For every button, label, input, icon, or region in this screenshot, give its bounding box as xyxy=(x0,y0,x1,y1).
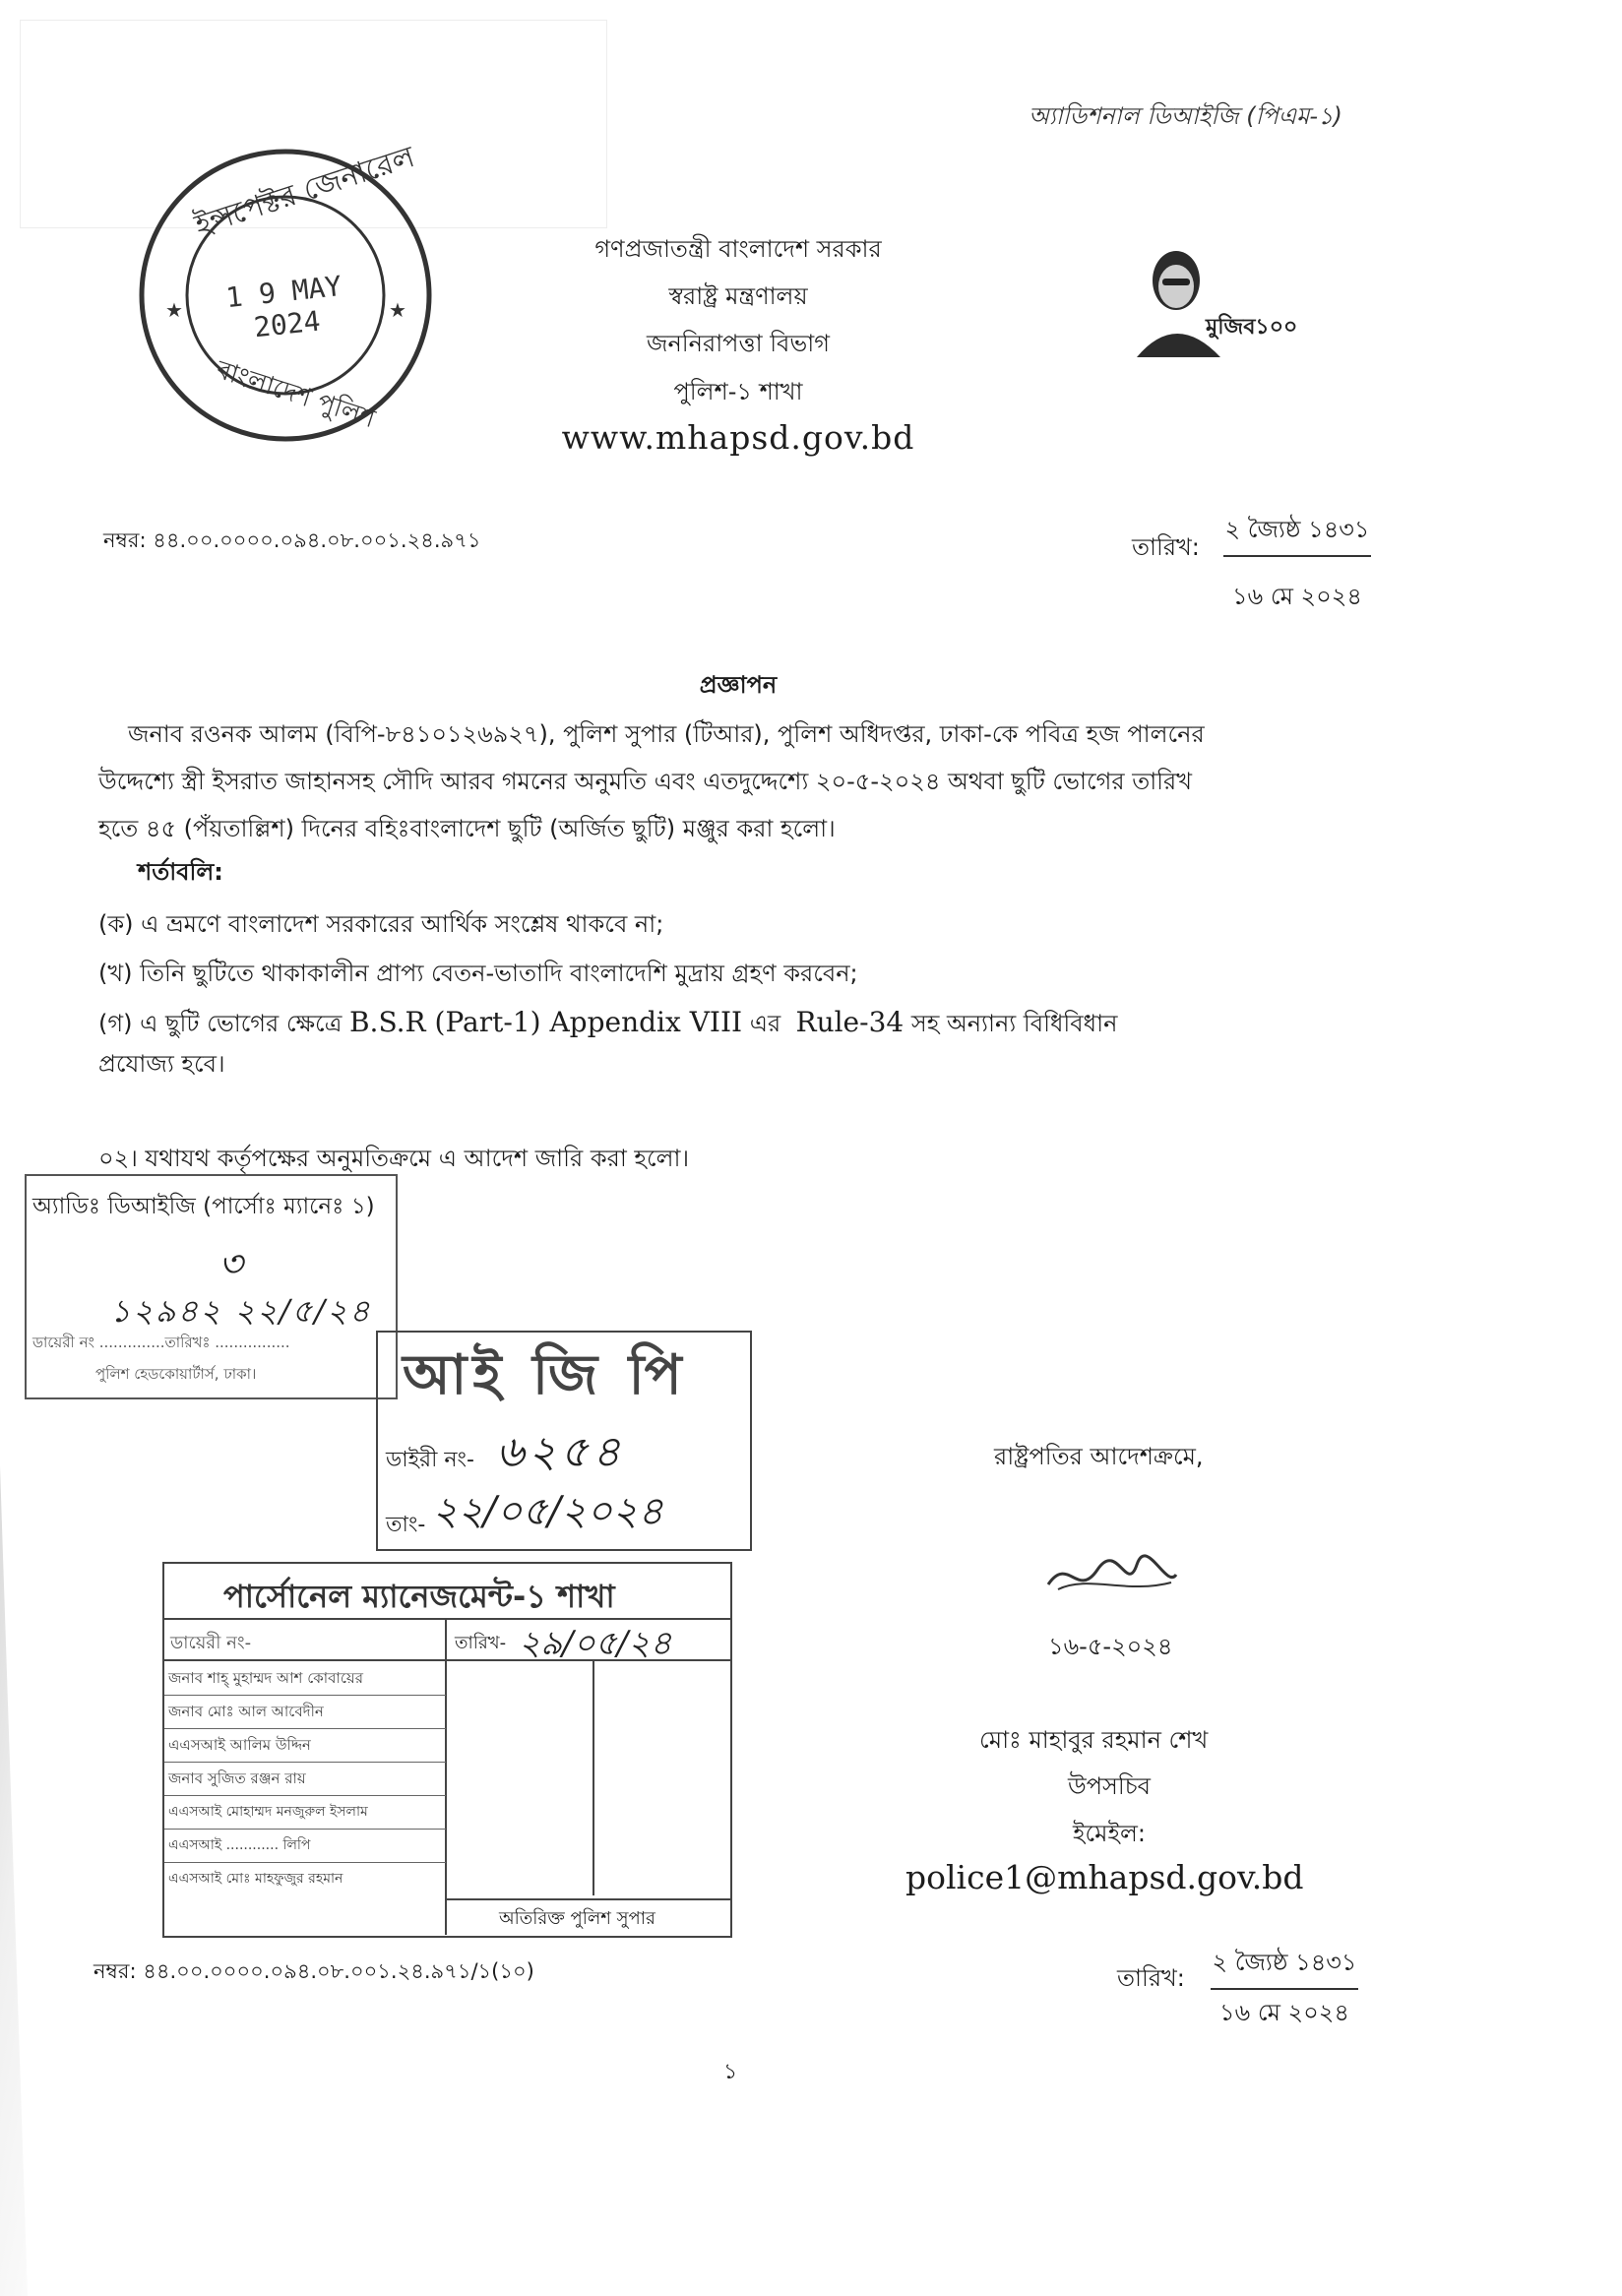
signatory-name: মোঃ মাহাবুর রহমান শেখ xyxy=(979,1726,1209,1754)
stamp3-footer: অতিরিক্ত পুলিশ সুপার xyxy=(499,1908,655,1929)
stamp1-diary: ডায়েরী নং ..............তারিখঃ ................ xyxy=(32,1334,290,1351)
footer-date-bangla: ২ জ্যৈষ্ঠ ১৪৩১ xyxy=(1211,1945,1358,1990)
footer-ref-row xyxy=(94,1955,534,1990)
ref-number-label: নম্বর: xyxy=(103,528,147,552)
seal-date: 1 9 MAY 2024 xyxy=(223,270,343,344)
signatory-designation: উপসচিব xyxy=(1068,1772,1152,1800)
stamp3-row: জনাব শাহ্ মুহাম্মদ আশ কোবায়ের xyxy=(164,1662,446,1696)
stamp-addl-dig xyxy=(25,1174,398,1399)
stamp3-row: জনাব মোঃ আল আবেদীন xyxy=(164,1696,446,1729)
stamp3-row: জনাব সুজিত রঞ্জন রায় xyxy=(164,1763,446,1796)
email: police1@mhapsd.gov.bd xyxy=(905,1858,1304,1896)
stamp2-date-label: তাং- xyxy=(386,1513,426,1537)
scan-shadow xyxy=(0,1466,69,2296)
stamp1-title: অ্যাডিঃ ডিআইজি (পার্সোঃ ম্যানেঃ ১) xyxy=(32,1194,375,1219)
date-label: তারিখ: xyxy=(1132,533,1200,561)
seal-top-text: ইন্সপেক্টর জেনারেল xyxy=(190,140,419,244)
stamp3-diary-label: ডায়েরী নং- xyxy=(170,1633,252,1653)
stamp3-row: এএসআই আলিম উদ্দিন xyxy=(164,1729,446,1763)
top-right-note: অ্যাডিশনাল ডিআইজি (পিএম-১) xyxy=(1029,102,1342,130)
email-label: ইমেইল: xyxy=(1073,1820,1146,1847)
condition-g-prefix: (গ) এ ছুটি ভোগের ক্ষেত্রে xyxy=(98,1010,343,1037)
ref-number: ৪৪.০০.০০০০.০৯৪.০৮.০০১.২৪.৯৭১ xyxy=(153,528,481,552)
conditions-title: শর্তাবলি: xyxy=(138,858,223,886)
branch-name: পুলিশ-১ শাখা xyxy=(673,378,803,405)
stamp3-date-value: ২৯/০৫/২৪ xyxy=(519,1624,672,1663)
division-name: জননিরাপত্তা বিভাগ xyxy=(647,330,830,357)
condition-g-suffix: সহ অন্যান্য বিধিবিধান xyxy=(910,1010,1118,1037)
date-bangla: ২ জ্যৈষ্ঠ ১৪৩১ xyxy=(1223,512,1371,557)
stamp3-date-label: তারিখ- xyxy=(455,1633,507,1653)
stamp2-diary-label: ডাইরী নং- xyxy=(386,1448,474,1472)
stamp3-row: এএসআই মোহাম্মদ মনজুরুল ইসলাম xyxy=(164,1796,446,1830)
sign-date: ১৬-৫-২০২৪ xyxy=(1048,1633,1173,1660)
govt-name: গণপ্রজাতন্ত্রী বাংলাদেশ সরকার xyxy=(594,235,882,263)
body-line-2: উদ্দেশ্যে স্ত্রী ইসরাত জাহানসহ সৌদি আরব গমনের অনুমতি এবং এতদুদ্দেশ্যে ২০-৫-২০২৪ অথবা ছুটি ভোগের তারিখ xyxy=(98,768,1192,795)
stamp3-rows xyxy=(164,1662,446,1895)
seal-bottom-text: বাংলাদেশ পুলিশ xyxy=(212,354,379,435)
svg-text:★: ★ xyxy=(389,298,406,322)
stamp2-title: আই জি পি xyxy=(403,1343,688,1407)
mujib100-logo xyxy=(1127,241,1324,359)
signature-scribble-icon xyxy=(1038,1545,1186,1604)
condition-k: (ক) এ ভ্রমণে বাংলাদেশ সরকারের আর্থিক সংশ্লেষ থাকবে না; xyxy=(98,910,664,938)
stamp3-title: পার্সোনেল ম্যানেজমেন্ট-১ শাখা xyxy=(223,1578,615,1615)
footer-ref: ৪৪.০০.০০০০.০৯৪.০৮.০০১.২৪.৯৭১/১(১০) xyxy=(143,1959,534,1983)
signature xyxy=(1038,1545,1186,1604)
document-title: প্রজ্ঞাপন xyxy=(699,671,778,699)
logo-text: মুজিব১০০ xyxy=(1206,315,1298,340)
condition-g-mid: এর xyxy=(749,1010,781,1037)
stamp3-row: এএসআই ............ লিপি xyxy=(164,1830,446,1863)
stamp2-date-value: ২২/০৫/২০২৪ xyxy=(432,1489,663,1534)
body-line-1: জনাব রওনক আলম (বিপি-৮৪১০১২৬৯২৭), পুলিশ সুপার (টিআর), পুলিশ অধিদপ্তর, ঢাকা-কে পবিত্র হজ পালনের xyxy=(128,720,1205,748)
stamp2-diary-value: ৬২৫৪ xyxy=(496,1427,625,1477)
condition-g-line2: প্রযোজ্য হবে। xyxy=(98,1050,225,1078)
condition-g-rule2: Rule-34 xyxy=(795,1006,905,1038)
ref-number-row xyxy=(103,525,480,559)
condition-kh: (খ) তিনি ছুটিতে থাকাকালীন প্রাপ্য বেতন-ভাতাদি বাংলাদেশি মুদ্রায় গ্রহণ করবেন; xyxy=(98,960,858,987)
footer-ref-label: নম্বর: xyxy=(94,1959,137,1983)
svg-text:★: ★ xyxy=(165,298,183,322)
ig-seal xyxy=(138,140,433,443)
stamp-personnel-branch xyxy=(162,1562,732,1938)
stamp3-row: এএসআই মোঃ মাহফুজুর রহমান xyxy=(168,1871,343,1887)
website: www.mhapsd.gov.bd xyxy=(561,418,915,457)
order-line: ০২। যথাযথ কর্তৃপক্ষের অনুমতিক্রমে এ আদেশ জারি করা হলো। xyxy=(98,1145,690,1172)
page-number: ১ xyxy=(723,2060,738,2084)
condition-g-rule: B.S.R (Part-1) Appendix VIII xyxy=(348,1006,743,1038)
stamp1-hand-line: ১২৯৪২ ২২/৫/২৪ xyxy=(110,1292,372,1330)
footer-date-gregorian: ১৬ মে ২০২৪ xyxy=(1219,1999,1349,2026)
date-gregorian: ১৬ মে ২০২৪ xyxy=(1232,583,1362,610)
ministry-name: স্বরাষ্ট্র মন্ত্রণালয় xyxy=(668,282,808,310)
stamp-igp xyxy=(376,1331,752,1551)
stamp1-hand-mark: ৩ xyxy=(218,1242,243,1285)
footer-date-label: তারিখ: xyxy=(1117,1964,1185,1992)
condition-g xyxy=(98,999,1117,1047)
body-line-3: হতে ৪৫ (পঁয়তাল্লিশ) দিনের বহিঃবাংলাদেশ ছুটি (অর্জিত ছুটি) মঞ্জুর করা হলো। xyxy=(98,815,836,842)
stamp1-office: পুলিশ হেডকোয়ার্টার্স, ঢাকা। xyxy=(95,1365,257,1383)
order-by: রাষ্ট্রপতির আদেশক্রমে, xyxy=(994,1443,1204,1470)
